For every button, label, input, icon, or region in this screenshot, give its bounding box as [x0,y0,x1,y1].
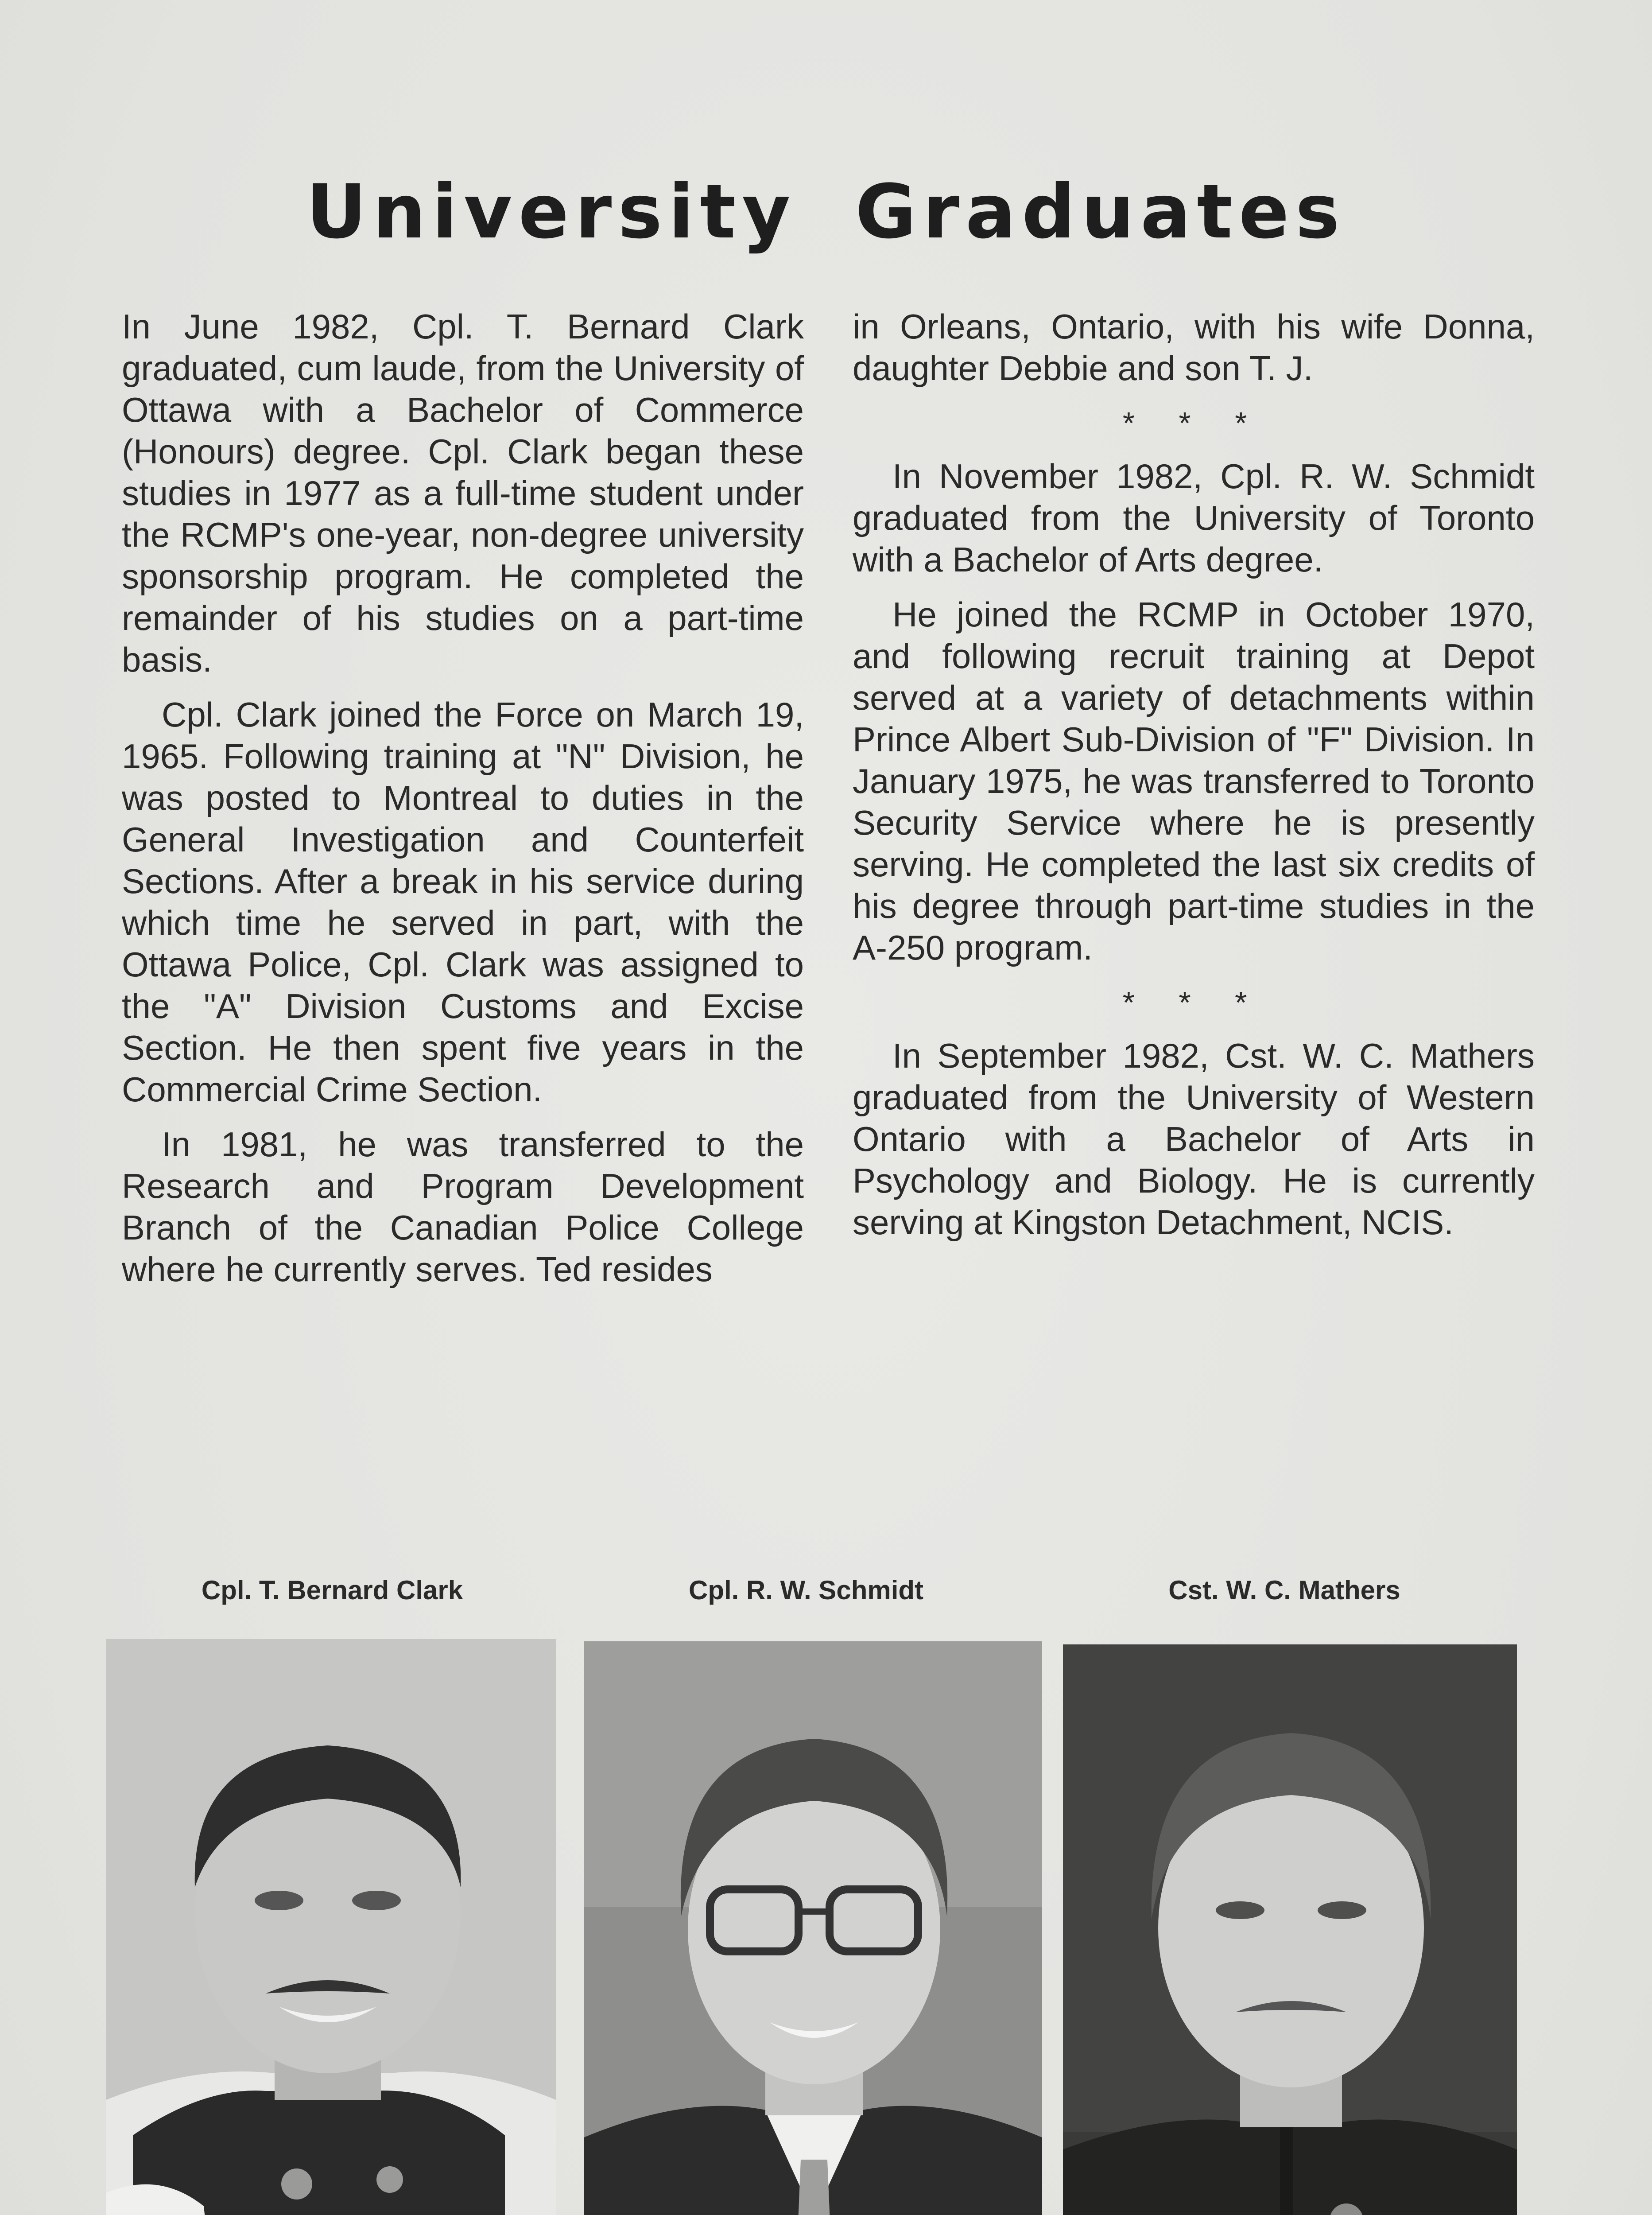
photo-caption-clark: Cpl. T. Bernard Clark [201,1575,463,1605]
clark-continuation: in Orleans, Ontario, with his wife Donna, daughter Debbie and son T. J. [853,307,1535,388]
photo-caption-schmidt: Cpl. R. W. Schmidt [688,1575,923,1605]
portrait-photo-mathers [1063,1644,1517,2215]
clark-paragraph-2: Cpl. Clark joined the Force on March 19, 1965. Following training at "N" Division, he was posted to Montreal to duties in the General Investigation and Counterfeit Sections. After a break in his service during which time he served in part, with the Ottawa Police, Cpl. Clark was assigned to the "A" Division Customs and Excise Section. He then spent five years in the Commercial Crime Section. [122,695,804,1109]
clark-paragraph-1: In June 1982, Cpl. T. Bernard Clark graduated, cum laude, from the University of Ottawa with a Bachelor of Commerce (Honours) degree. Cpl. Clark began these studies in 1977 as a full-time student under the RCMP's one-year, non-degree university sponsorship program. He completed the remainder of his studies on a part-time basis. [122,307,804,679]
photo-caption-mathers: Cst. W. C. Mathers [1168,1575,1400,1605]
article-title: University Graduates [306,168,1346,255]
left-column [122,306,804,1303]
portrait-photo-schmidt [584,1641,1042,2215]
schmidt-paragraph-1: In November 1982, Cpl. R. W. Schmidt graduated from the University of Toronto with a Bachelor of Arts degree. [853,457,1535,579]
clark-paragraph-3: In 1981, he was transferred to the Research and Program Development Branch of the Canadian Police College where he currently serves. Ted resides [122,1125,804,1289]
mathers-paragraph: In September 1982, Cst. W. C. Mathers graduated from the University of Western Ontario with a Bachelor of Arts in Psychology and Biology. He is currently serving at Kingston Detachment, NCIS. [853,1036,1535,1242]
section-separator-1: * * * [1122,406,1265,440]
portrait-photo-clark [106,1639,556,2215]
section-separator-2: * * * [1122,985,1265,1020]
right-column [853,306,1535,1256]
schmidt-paragraph-2: He joined the RCMP in October 1970, and following recruit training at Depot served at a variety of detachments within Prince Albert Sub-Division of "F" Division. In January 1975, he was transferred to Toronto Security Service where he is presently serving. He completed the last six credits of his degree through part-time studies in the A-250 program. [853,595,1535,967]
